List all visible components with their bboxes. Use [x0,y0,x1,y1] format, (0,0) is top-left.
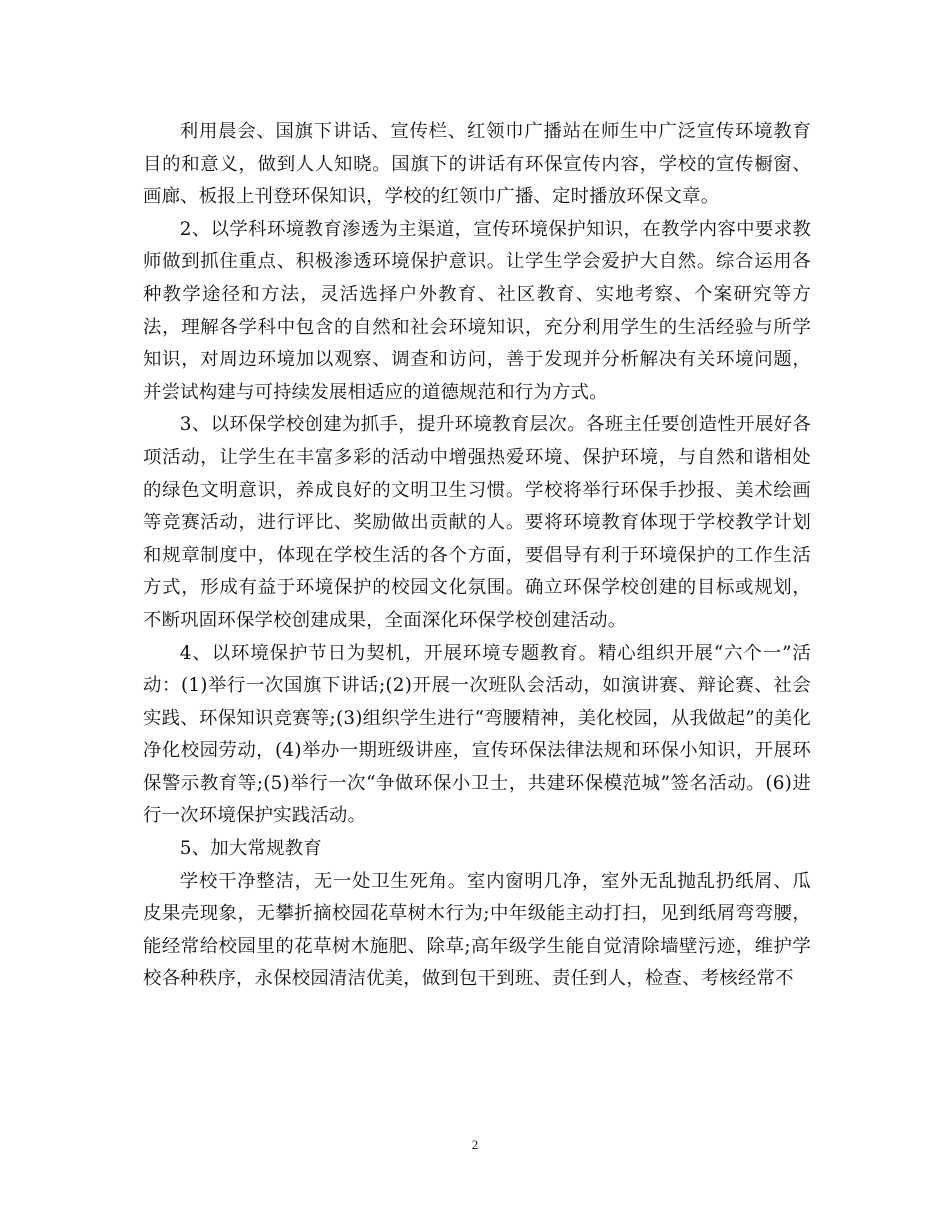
paragraph-publicity: 利用晨会、国旗下讲话、宣传栏、红领巾广播站在师生中广泛宣传环境教育目的和意义，做到人人知晓。国旗下的讲话有环保宣传内容，学校的宣传橱窗、画廊、板报上刊登环保知识，学校的红领巾广播、定时播放环保文章。 [143,121,811,208]
paragraph-item-5-heading: 5、加大常规教育 [179,838,322,860]
document-body [143,116,811,996]
page-number: 2 [471,1137,479,1152]
paragraph-item-2: 2、以学科环境教育渗透为主渠道，宣传环境保护知识，在教学内容中要求教师做到抓住重点、积极渗透环境保护意识。让学生学会爱护大自然。综合运用各种教学途径和方法，灵活选择户外教育、社区教育、实地考察、个案研究等方法，理解各学科中包含的自然和社会环境知识，充分利用学生的生活经验与所学知识，对周边环境加以观察、调查和访问，善于发现并分析解决有关环境问题，并尝试构建与可持续发展相适应的道德规范和行为方式。 [143,218,811,403]
paragraph-item-3: 3、以环保学校创建为抓手，提升环境教育层次。各班主任要创造性开展好各项活动，让学生在丰富多彩的活动中增强热爱环境、保护环境，与自然和谐相处的绿色文明意识，养成良好的文明卫生习惯。学校将举行环保手抄报、美术绘画等竞赛活动，进行评比、奖励做出贡献的人。要将环境教育体现于学校教学计划和规章制度中，体现在学校生活的各个方面，要倡导有利于环境保护的工作生活方式，形成有益于环境保护的校园文化氛围。确立环保学校创建的目标或规划，不断巩固环保学校创建成果，全面深化环保学校创建活动。 [143,414,811,631]
paragraph-item-4: 4、以环境保护节日为契机，开展环境专题教育。精心组织开展“六个一”活动：(1)举行一次国旗下讲话;(2)开展一次班队会活动，如演讲赛、辩论赛、社会实践、环保知识竞赛等;(3)组织学生进行“弯腰精神，美化校园，从我做起”的美化净化校园劳动，(4)举办一期班级讲座，宣传环保法律法规和环保小知识，开展环保警示教育等;(5)举行一次“争做环保小卫士，共建环保模范城”签名活动。(6)进行一次环境保护实践活动。 [143,642,811,827]
paragraph-routine-education: 学校干净整洁，无一处卫生死角。室内窗明几净，室外无乱抛乱扔纸屑、瓜皮果壳现象，无攀折摘校园花草树木行为;中年级能主动打扫，见到纸屑弯弯腰，能经常给校园里的花草树木施肥、除草;高年级学生能自觉清除墙壁污迹，维护学校各种秩序，永保校园清洁优美，做到包干到班、责任到人，检查、考核经常不 [143,870,811,990]
